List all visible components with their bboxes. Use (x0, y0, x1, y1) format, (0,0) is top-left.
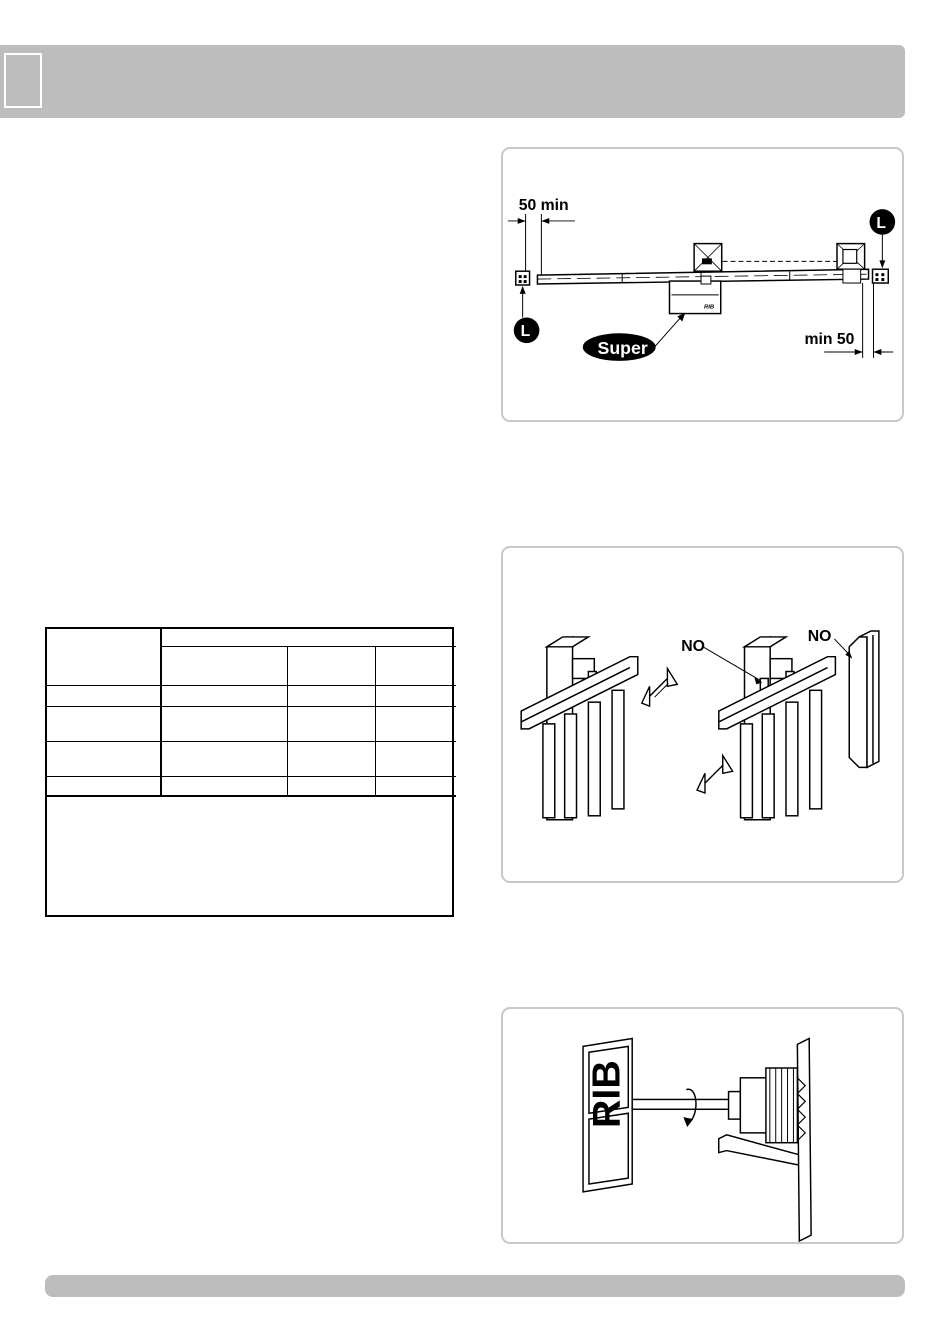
correct-mounting (521, 637, 638, 820)
installation-drawing (503, 149, 902, 420)
header-chapter-box (4, 53, 42, 108)
technical-data-table (45, 627, 454, 917)
knob-drawing (503, 1009, 902, 1242)
shaft (632, 1099, 730, 1109)
super-callout-text: Super (597, 337, 648, 358)
gear-housing (740, 1078, 768, 1133)
footer-bar (45, 1275, 905, 1297)
wall-rail (797, 1038, 811, 1241)
right-limit-stop (872, 269, 888, 283)
sliding-direction-arrow (642, 669, 678, 707)
incorrect-mounting (719, 637, 836, 820)
wrong-direction-arrow (697, 756, 733, 794)
no-label-2: NO (807, 627, 832, 645)
dim-label-left: 50 min (518, 197, 569, 215)
mounting-drawing (503, 548, 902, 881)
header-bar (0, 45, 905, 118)
plate-text: RIB (584, 1060, 629, 1128)
figure-installation-overview (501, 147, 904, 422)
svg-text:L: L (876, 214, 887, 232)
svg-text:L: L (520, 323, 531, 341)
dim-label-right: min 50 (804, 331, 855, 349)
figure-mounting-examples (501, 546, 904, 883)
no-label-1: NO (681, 637, 705, 655)
u-profile-channel (849, 631, 879, 767)
box-brand-text: RIB (703, 304, 715, 311)
figure-knob-detail (501, 1007, 904, 1244)
left-limit-stop (516, 271, 530, 285)
